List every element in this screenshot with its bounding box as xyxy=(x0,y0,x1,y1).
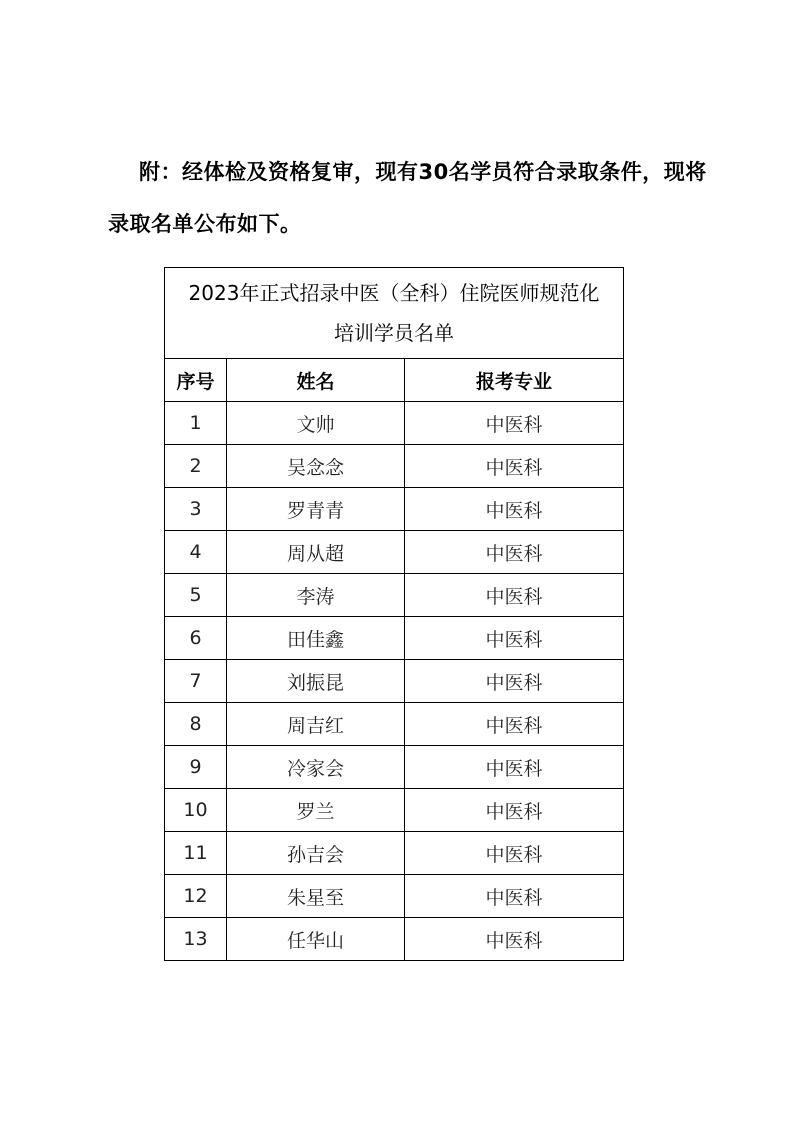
intro-paragraph xyxy=(108,146,708,250)
header-seq: 序号 xyxy=(165,359,227,402)
cell-major: 中医科 xyxy=(405,574,624,617)
cell-name: 吴念念 xyxy=(227,445,405,488)
cell-name: 任华山 xyxy=(227,918,405,961)
table-row xyxy=(165,918,624,961)
cell-seq: 6 xyxy=(165,617,227,660)
cell-seq: 1 xyxy=(165,402,227,445)
cell-seq: 7 xyxy=(165,660,227,703)
table-header-row xyxy=(165,359,624,402)
table-row xyxy=(165,617,624,660)
cell-name: 冷家会 xyxy=(227,746,405,789)
cell-seq: 13 xyxy=(165,918,227,961)
cell-seq: 9 xyxy=(165,746,227,789)
cell-major: 中医科 xyxy=(405,703,624,746)
cell-name: 文帅 xyxy=(227,402,405,445)
table-row xyxy=(165,703,624,746)
table-row xyxy=(165,746,624,789)
table-title-line-2: 培训学员名单 xyxy=(334,321,454,345)
table-title-row xyxy=(165,268,624,359)
table-body xyxy=(165,402,624,961)
cell-seq: 5 xyxy=(165,574,227,617)
cell-name: 李涛 xyxy=(227,574,405,617)
table-title xyxy=(165,268,624,359)
cell-name: 周吉红 xyxy=(227,703,405,746)
cell-seq: 3 xyxy=(165,488,227,531)
cell-seq: 10 xyxy=(165,789,227,832)
intro-line-2: 录取名单公布如下。 xyxy=(108,212,302,236)
cell-seq: 11 xyxy=(165,832,227,875)
cell-major: 中医科 xyxy=(405,402,624,445)
cell-name: 罗青青 xyxy=(227,488,405,531)
cell-seq: 12 xyxy=(165,875,227,918)
table-title-line-1: 2023年正式招录中医（全科）住院医师规范化 xyxy=(188,281,600,305)
intro-line-1: 附：经体检及资格复审，现有30名学员符合录取条件，现将 xyxy=(139,160,707,184)
table-row xyxy=(165,660,624,703)
table-row xyxy=(165,832,624,875)
header-major: 报考专业 xyxy=(405,359,624,402)
cell-seq: 4 xyxy=(165,531,227,574)
table-row xyxy=(165,402,624,445)
cell-major: 中医科 xyxy=(405,445,624,488)
cell-seq: 2 xyxy=(165,445,227,488)
cell-major: 中医科 xyxy=(405,488,624,531)
cell-name: 刘振昆 xyxy=(227,660,405,703)
cell-name: 罗兰 xyxy=(227,789,405,832)
cell-major: 中医科 xyxy=(405,832,624,875)
cell-name: 孙吉会 xyxy=(227,832,405,875)
cell-major: 中医科 xyxy=(405,531,624,574)
cell-major: 中医科 xyxy=(405,789,624,832)
table-row xyxy=(165,574,624,617)
cell-major: 中医科 xyxy=(405,617,624,660)
table-row xyxy=(165,445,624,488)
table-row xyxy=(165,875,624,918)
cell-major: 中医科 xyxy=(405,918,624,961)
table-row xyxy=(165,531,624,574)
cell-name: 朱星至 xyxy=(227,875,405,918)
cell-name: 田佳鑫 xyxy=(227,617,405,660)
header-name: 姓名 xyxy=(227,359,405,402)
student-roster-table xyxy=(164,267,624,961)
cell-major: 中医科 xyxy=(405,875,624,918)
cell-seq: 8 xyxy=(165,703,227,746)
cell-major: 中医科 xyxy=(405,660,624,703)
cell-major: 中医科 xyxy=(405,746,624,789)
table-row xyxy=(165,789,624,832)
table-row xyxy=(165,488,624,531)
cell-name: 周从超 xyxy=(227,531,405,574)
